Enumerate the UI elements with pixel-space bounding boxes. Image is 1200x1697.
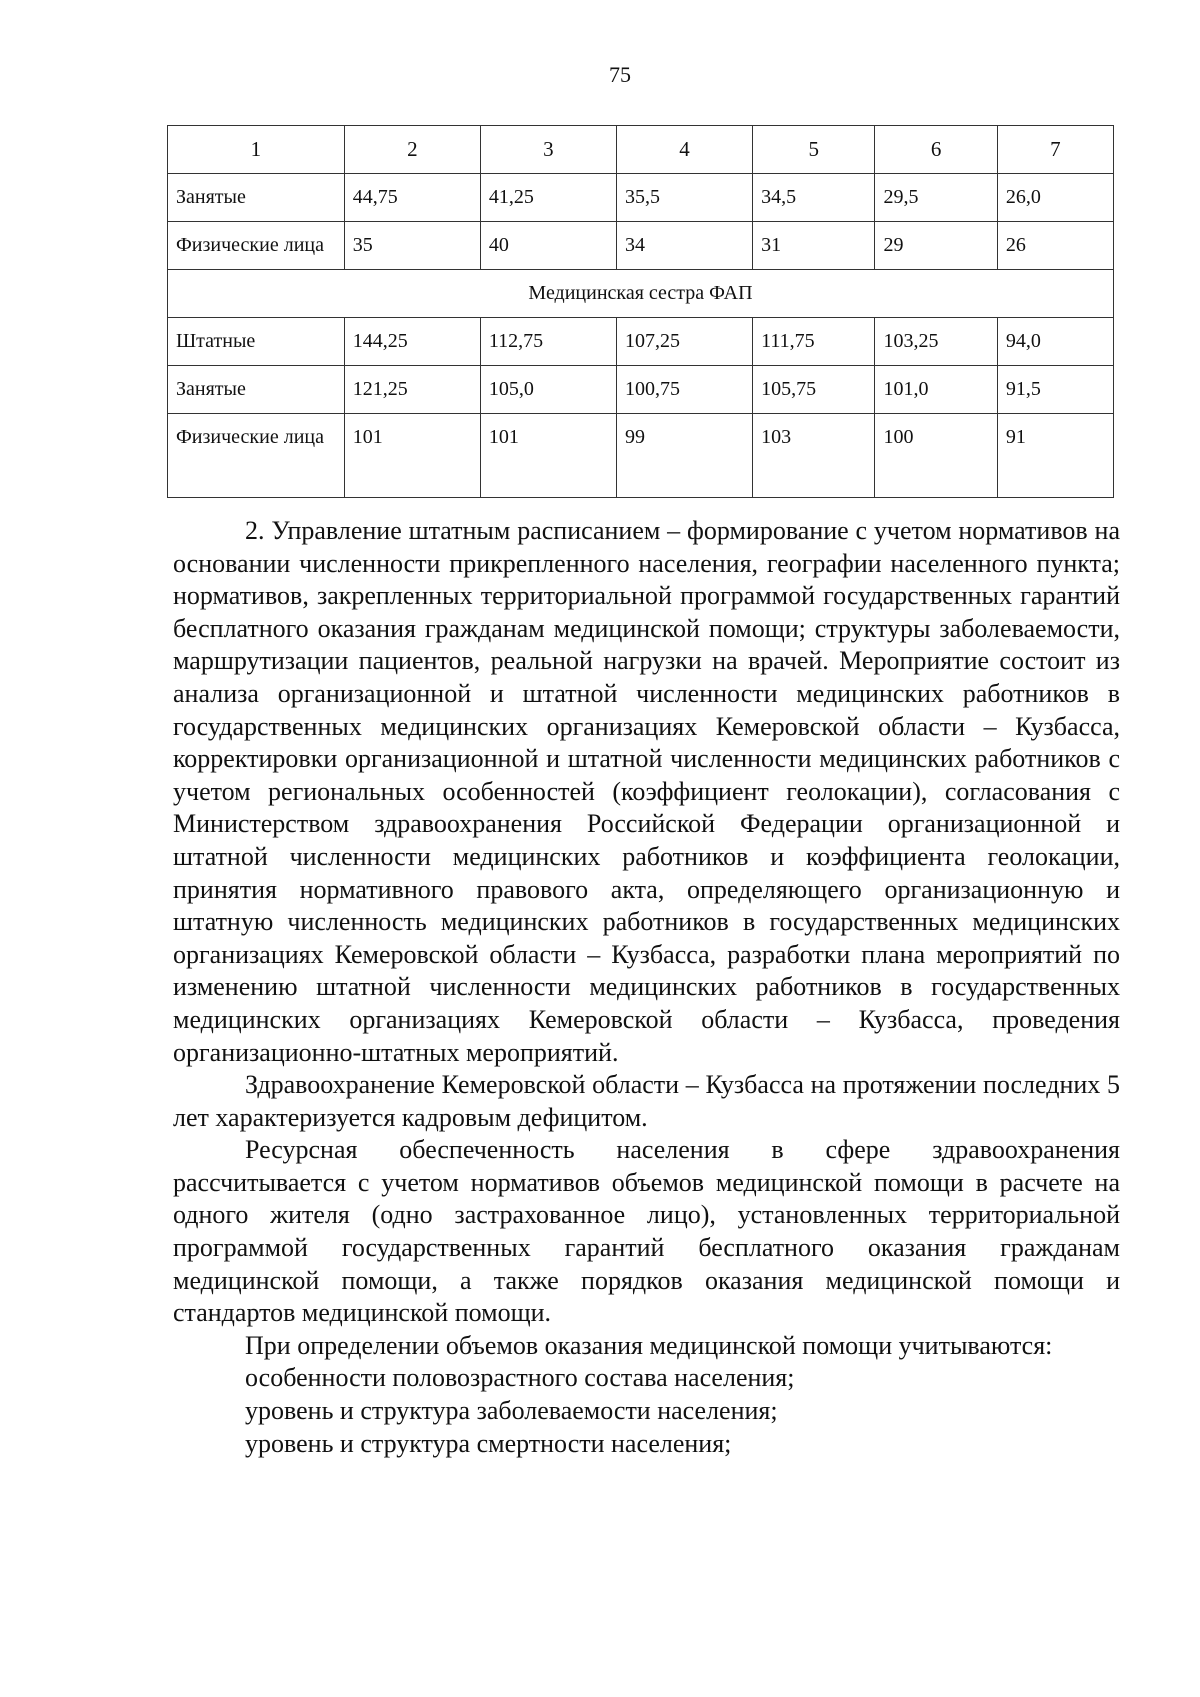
list-item: особенности половозрастного состава населения; xyxy=(245,1363,795,1393)
table-cell: 100,75 xyxy=(616,366,752,414)
paragraph-staff-deficit: Здравоохранение Кемеровской области – Кузбасса на протяжении последних 5 лет характеризуется кадровым дефицитом. xyxy=(173,1070,1120,1132)
table-cell: 34 xyxy=(616,222,752,270)
table-cell: 111,75 xyxy=(753,318,875,366)
table-section-row xyxy=(168,270,1114,318)
table-cell: 91,5 xyxy=(997,366,1113,414)
row-label: Штатные xyxy=(168,318,345,366)
table-cell: 99 xyxy=(616,414,752,498)
table-row xyxy=(168,222,1114,270)
table-cell: 34,5 xyxy=(753,174,875,222)
row-label: Физические лица xyxy=(168,222,345,270)
header-cell: 2 xyxy=(344,126,480,174)
table-cell: 91 xyxy=(997,414,1113,498)
table-row xyxy=(168,174,1114,222)
paragraph-resource-provision: Ресурсная обеспеченность населения в сфере здравоохранения рассчитывается с учетом нормативов объемов медицинской помощи в расчете на одного жителя (одно застрахованное лицо), установленных территориальной программой государственных гарантий бесплатного оказания гражданам медицинской помощи, а также порядков оказания медицинской помощи и стандартов медицинской помощи. xyxy=(173,1135,1120,1328)
table-cell: 144,25 xyxy=(344,318,480,366)
table-cell: 105,0 xyxy=(480,366,616,414)
table-row xyxy=(168,318,1114,366)
header-cell: 3 xyxy=(480,126,616,174)
table-cell: 103 xyxy=(753,414,875,498)
table-cell: 26 xyxy=(997,222,1113,270)
table-cell: 101 xyxy=(480,414,616,498)
table-cell: 26,0 xyxy=(997,174,1113,222)
header-cell: 5 xyxy=(753,126,875,174)
row-label: Занятые xyxy=(168,174,345,222)
header-cell: 7 xyxy=(997,126,1113,174)
table-cell: 112,75 xyxy=(480,318,616,366)
table-cell: 101,0 xyxy=(875,366,997,414)
paragraph-volume-factors: При определении объемов оказания медицинской помощи учитываются: xyxy=(245,1330,1053,1360)
table-cell: 121,25 xyxy=(344,366,480,414)
page-number: 75 xyxy=(609,62,631,87)
table-cell: 103,25 xyxy=(875,318,997,366)
table-cell: 101 xyxy=(344,414,480,498)
table-cell: 40 xyxy=(480,222,616,270)
row-label: Физические лица xyxy=(168,414,345,498)
table-cell: 105,75 xyxy=(753,366,875,414)
table-cell: 107,25 xyxy=(616,318,752,366)
table-cell: 41,25 xyxy=(480,174,616,222)
table-cell: 100 xyxy=(875,414,997,498)
table-cell: 35,5 xyxy=(616,174,752,222)
table-row xyxy=(168,414,1114,498)
table-cell: 94,0 xyxy=(997,318,1113,366)
row-label: Занятые xyxy=(168,366,345,414)
table-cell: 31 xyxy=(753,222,875,270)
document-body xyxy=(173,515,1120,1460)
staffing-table xyxy=(167,125,1114,498)
section-title: Медицинская сестра ФАП xyxy=(168,270,1114,318)
header-cell: 6 xyxy=(875,126,997,174)
table-row xyxy=(168,366,1114,414)
table-cell: 35 xyxy=(344,222,480,270)
header-cell: 1 xyxy=(168,126,345,174)
table-header-row xyxy=(168,126,1114,174)
header-cell: 4 xyxy=(616,126,752,174)
table-cell: 44,75 xyxy=(344,174,480,222)
list-item: уровень и структура заболеваемости населения; xyxy=(245,1396,778,1426)
table-cell: 29,5 xyxy=(875,174,997,222)
list-item: уровень и структура смертности населения; xyxy=(245,1428,732,1458)
paragraph-staffing-management: 2. Управление штатным расписанием – формирование с учетом нормативов на основании численности прикрепленного населения, географии населенного пункта; нормативов, закрепленных территориальной программой государственных гарантий бесплатного оказания гражданам медицинской помощи; структуры заболеваемости, маршрутизации пациентов, реальной нагрузки на врачей. Мероприятие состоит из анализа организационной и штатной численности медицинских работников в государственных медицинских организациях Кемеровской области – Кузбасса, корректировки организационной и штатной численности медицинских работников с учетом региональных особенностей (коэффициент геолокации), согласования с Министерством здравоохранения Российской Федерации организационной и штатной численности медицинских работников и коэффициента геолокации, принятия нормативного правового акта, определяющего организационную и штатную численность медицинских работников в государственных медицинских организациях Кемеровской области – Кузбасса, разработки плана мероприятий по изменению штатной численности медицинских работников в государственных медицинских организациях Кемеровской области – Кузбасса, проведения организационно-штатных мероприятий. xyxy=(173,516,1120,1067)
table-cell: 29 xyxy=(875,222,997,270)
